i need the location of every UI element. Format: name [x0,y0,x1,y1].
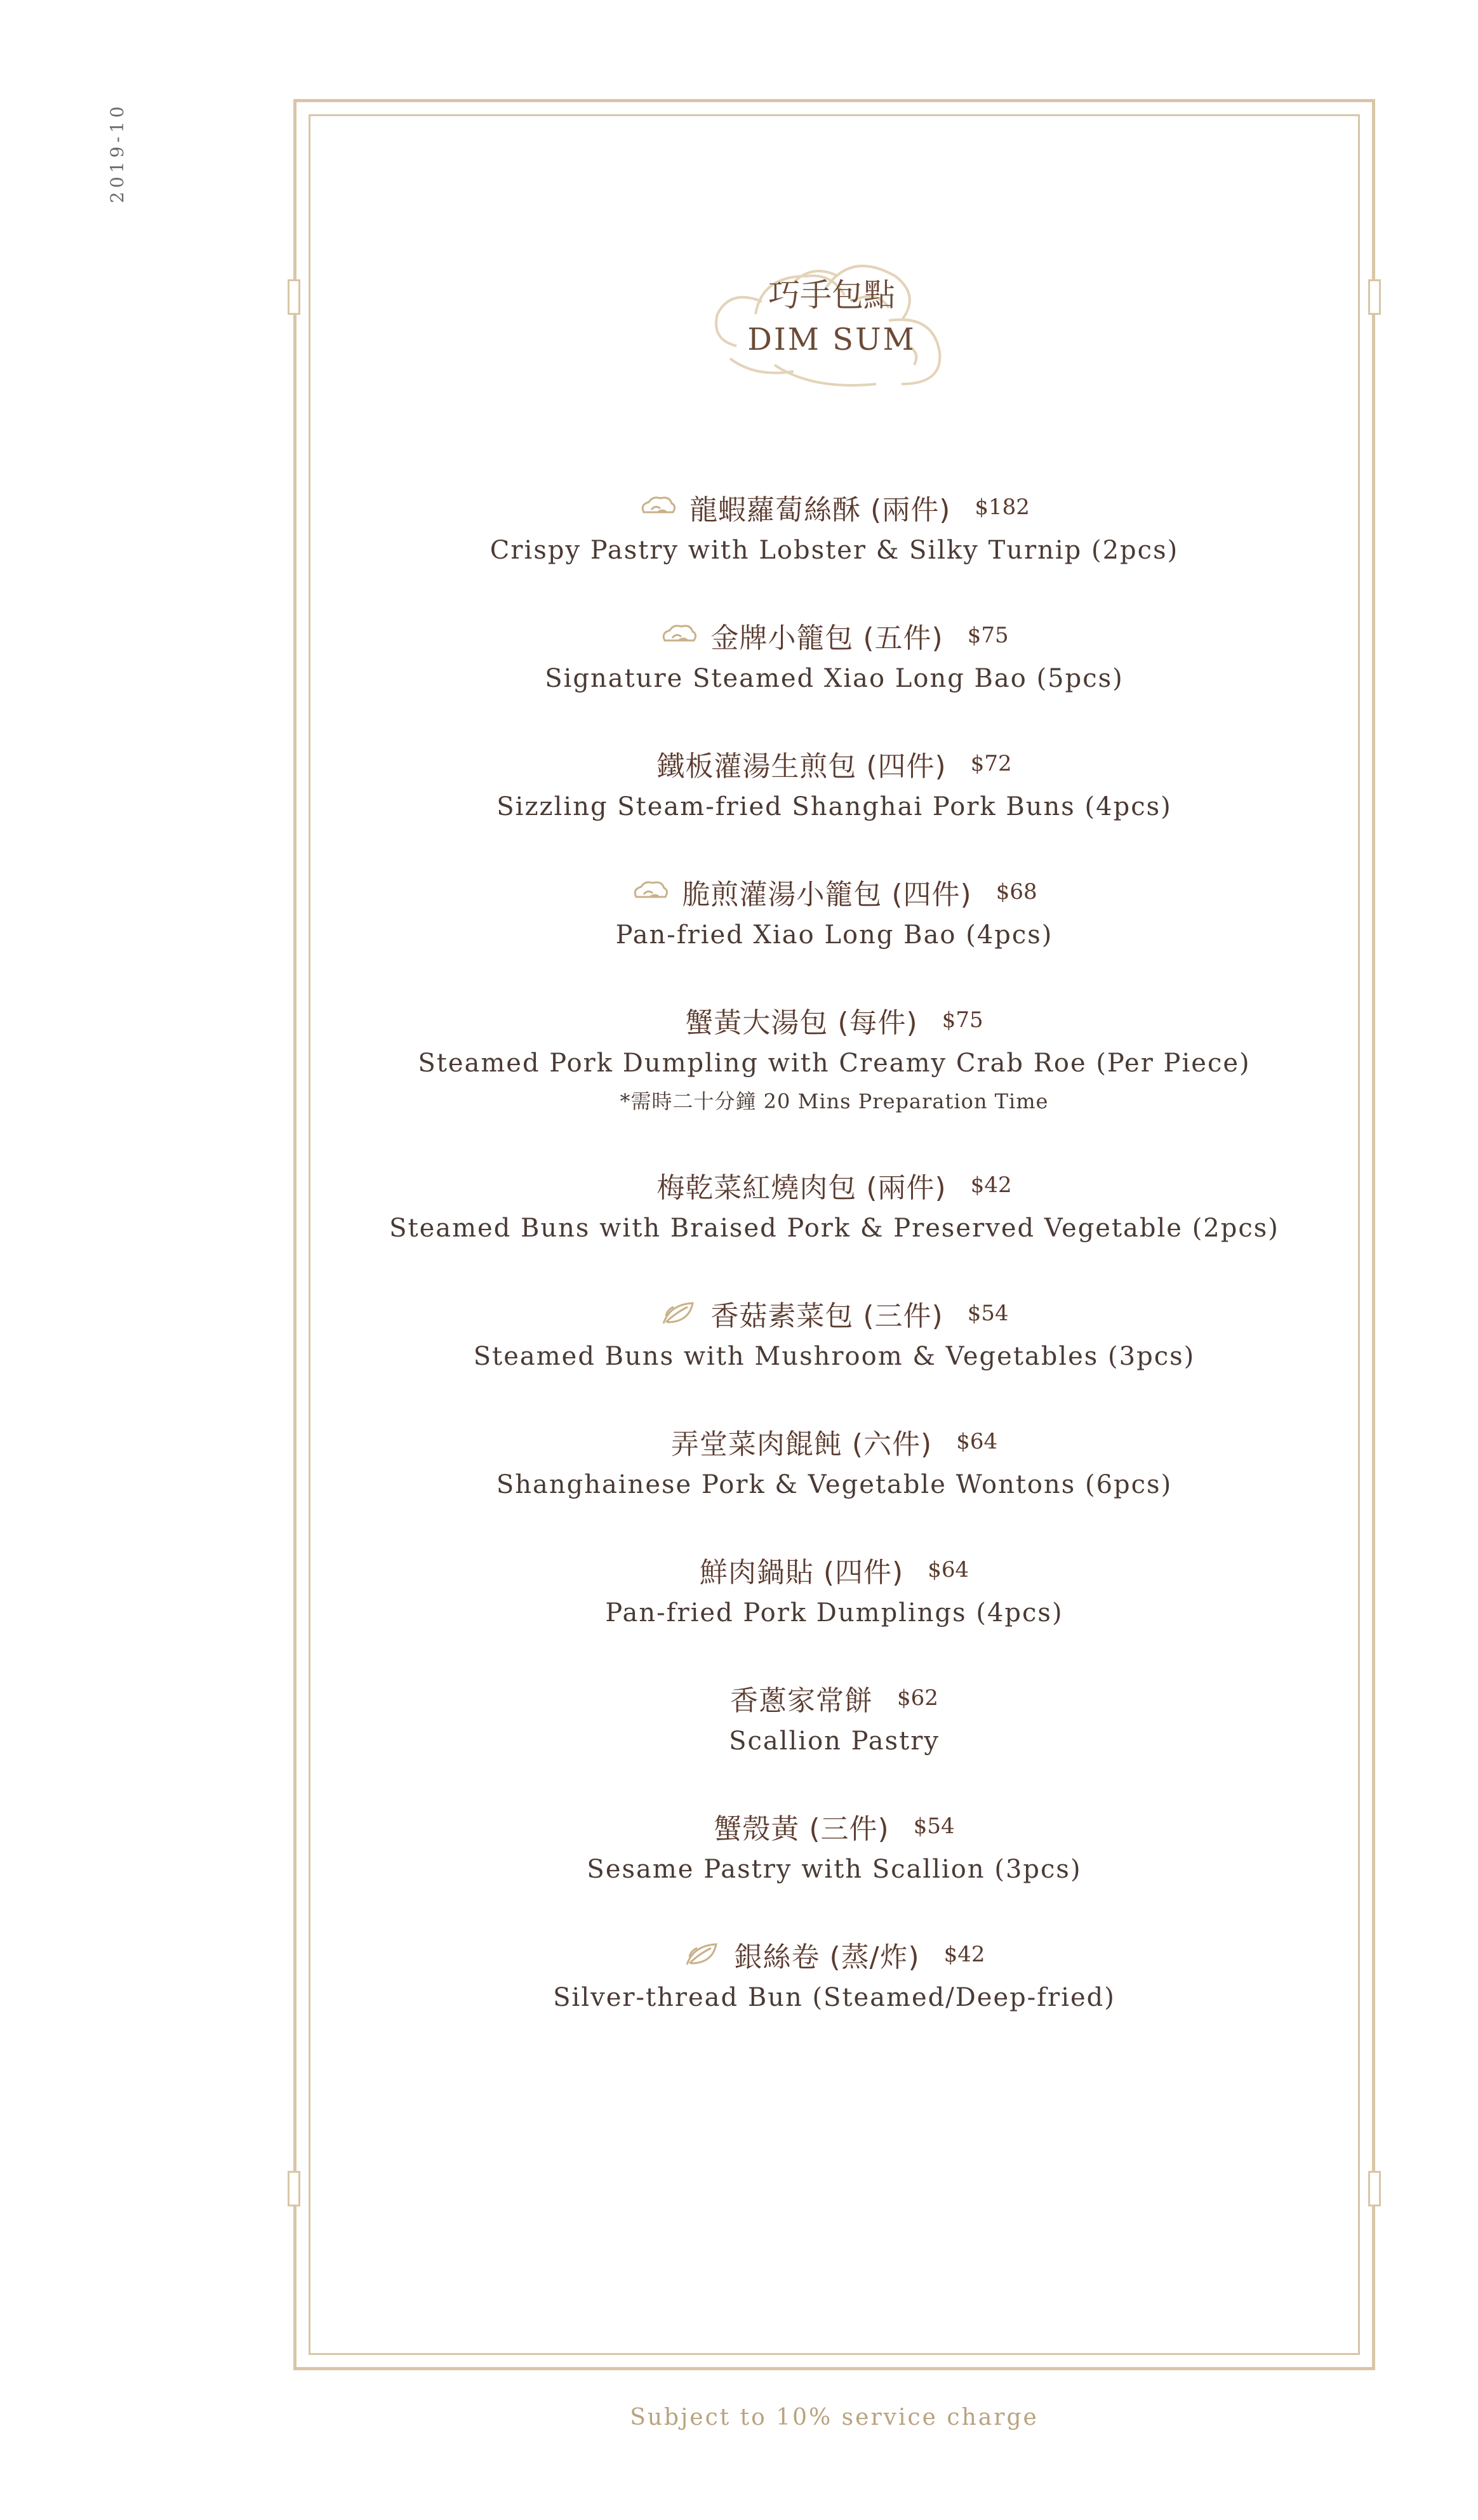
frame-tab [288,279,300,315]
item-name-en: Scallion Pastry [729,1727,940,1756]
item-name-zh: 弄堂菜肉餛飩 (六件) [670,1428,933,1461]
item-name-zh: 香蔥家常餅 [730,1685,874,1717]
menu-item [309,1290,1360,1376]
item-price: $75 [967,623,1009,648]
menu-item [309,740,1360,826]
item-name-en: Signature Steamed Xiao Long Bao (5pcs) [545,664,1124,693]
item-name-zh: 鮮肉鍋貼 (四件) [699,1556,904,1589]
menu-item [309,484,1360,570]
item-name-zh: 香菇素菜包 (三件) [710,1300,943,1332]
item-price: $42 [943,1942,985,1967]
menu-item [309,868,1360,955]
item-name-en: Steamed Buns with Braised Pork & Preserved Vegetable (2pcs) [389,1214,1279,1243]
item-price: $64 [956,1429,998,1454]
item-name-en: Steamed Pork Dumpling with Creamy Crab Roe (Per Piece) [418,1049,1251,1078]
date-stamp: 2019-10 [107,102,128,203]
item-name-zh: 銀絲卷 (蒸/炸) [734,1941,920,1973]
item-name-zh: 蟹黃大湯包 (每件) [685,1007,918,1039]
menu-item [309,1546,1360,1633]
item-price: $72 [970,751,1012,776]
menu-item [309,1674,1360,1761]
menu-item [309,1418,1360,1504]
item-price: $64 [928,1557,969,1582]
item-price: $54 [967,1301,1009,1326]
section-title-zh: 巧手包點 [768,277,895,314]
item-name-zh: 蟹殼黃 (三件) [714,1813,889,1845]
item-name-zh: 金牌小籠包 (五件) [710,622,943,654]
item-note: *需時二十分鐘 20 Mins Preparation Time [620,1089,1049,1113]
leaf-icon [683,1940,722,1968]
item-name-zh: 龍蝦蘿蔔絲酥 (兩件) [689,494,951,526]
item-name-en: Pan-fried Xiao Long Bao (4pcs) [615,920,1053,950]
cloud-ornament-icon [698,238,965,403]
section-title-en: DIM SUM [747,322,916,357]
menu-item [309,1803,1360,1889]
item-price: $62 [897,1685,938,1711]
leaf-icon [660,1299,699,1327]
section-header [698,238,965,403]
item-price: $68 [995,879,1037,905]
item-name-en: Crispy Pastry with Lobster & Silky Turnip (2pcs) [489,536,1179,565]
menu-item [309,612,1360,698]
item-name-en: Silver-thread Bun (Steamed/Deep-fried) [553,1983,1115,2012]
service-charge-note: Subject to 10% service charge [630,2404,1039,2430]
item-price: $182 [975,494,1030,520]
menu-item [309,1162,1360,1248]
item-name-zh: 脆煎灌湯小籠包 (四件) [682,879,972,911]
item-name-en: Sizzling Steam-fried Shanghai Pork Buns (4pcs) [496,792,1172,821]
menu-item [309,1931,1360,2017]
frame-tab [288,2171,300,2206]
cloud-icon [660,621,699,649]
menu-list [309,484,1360,2059]
item-price: $54 [913,1814,955,1839]
item-name-en: Steamed Buns with Mushroom & Vegetables (3pcs) [473,1342,1195,1371]
frame-tab [1368,279,1381,315]
frame-tab [1368,2171,1381,2206]
item-name-en: Shanghainese Pork & Vegetable Wontons (6pcs) [496,1470,1173,1499]
item-price: $42 [970,1172,1012,1198]
item-name-zh: 梅乾菜紅燒肉包 (兩件) [656,1172,947,1204]
item-price: $75 [942,1007,983,1033]
item-name-en: Sesame Pastry with Scallion (3pcs) [587,1855,1082,1884]
item-name-en: Pan-fried Pork Dumplings (4pcs) [605,1598,1063,1628]
cloud-icon [631,878,670,906]
menu-item [309,997,1360,1120]
cloud-icon [639,493,678,521]
item-name-zh: 鐵板灌湯生煎包 (四件) [656,750,947,783]
